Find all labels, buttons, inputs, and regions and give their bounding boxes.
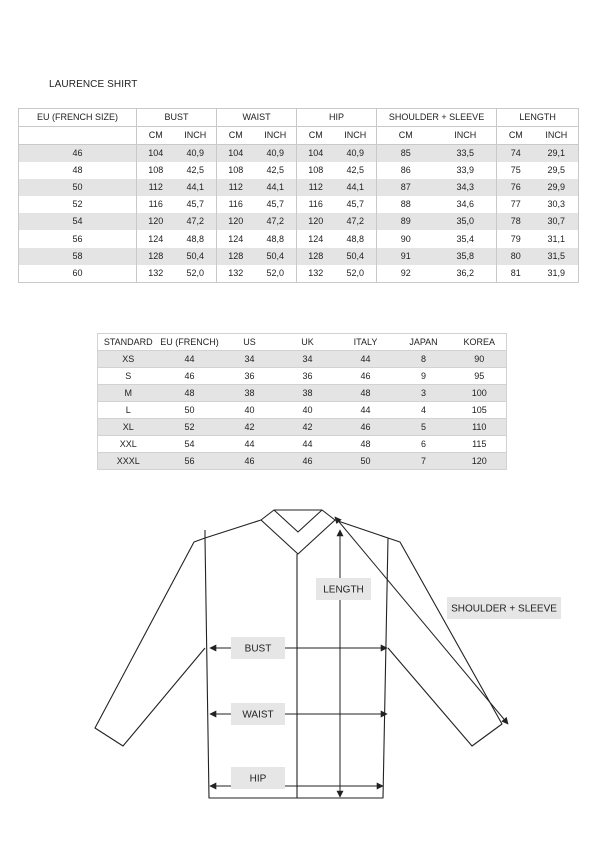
header-bust: BUST (137, 109, 217, 127)
header-hip: HIP (297, 109, 377, 127)
measurement-cell: 86 (377, 162, 435, 179)
hip-label: HIP (249, 773, 267, 785)
table-row (19, 145, 579, 163)
measurement-cell: 104 (297, 145, 335, 163)
measurement-cell: 85 (377, 145, 435, 163)
conversion-cell: 52 (159, 419, 221, 436)
conversion-cell: 5 (395, 419, 453, 436)
measurement-cell: 91 (377, 248, 435, 265)
conversion-cell: 46 (221, 453, 279, 470)
conversion-cell: 36 (279, 368, 337, 385)
measurement-cell: 120 (297, 213, 335, 230)
shirt-measurement-diagram (0, 490, 595, 842)
measurement-cell: 116 (297, 196, 335, 213)
measurement-cell: 104 (137, 145, 175, 163)
conversion-cell: 48 (337, 436, 395, 453)
measurement-cell: 90 (377, 230, 435, 247)
conversion-header-cell: JAPAN (395, 334, 453, 351)
measurement-cell: 29,5 (535, 162, 579, 179)
measurement-cell: 34,3 (435, 179, 497, 196)
waist-label: WAIST (242, 709, 274, 721)
measurement-cell: 79 (497, 230, 535, 247)
conversion-cell: 115 (453, 436, 507, 453)
measurement-cell: 48,8 (346, 233, 365, 244)
measurement-cell: 42,5 (266, 165, 285, 176)
size-cell: 46 (19, 145, 137, 163)
size-cell: 60 (19, 265, 137, 283)
measurement-cell: 31,1 (535, 230, 579, 247)
conversion-cell: 34 (279, 351, 337, 368)
table-row (98, 453, 507, 470)
conversion-header-cell: STANDARD (98, 334, 159, 351)
size-chart-table (18, 108, 579, 283)
unit-cm: CM (217, 127, 255, 145)
measurement-cell: 40,9 (255, 145, 297, 163)
measurement-cell: 33,5 (435, 145, 497, 163)
measurement-cell: 124 (297, 230, 335, 247)
measurement-cell: 87 (377, 179, 435, 196)
conversion-cell: 42 (279, 419, 337, 436)
standard-size-cell: S (98, 368, 159, 385)
conversion-cell: 40 (221, 402, 279, 419)
conversion-cell: 40 (279, 402, 337, 419)
table-row (19, 265, 579, 283)
unit-inch: INCH (255, 127, 297, 145)
conversion-header-cell: ITALY (337, 334, 395, 351)
table-row (98, 436, 507, 453)
measurement-cell: 30,7 (535, 213, 579, 230)
conversion-cell: 50 (159, 402, 221, 419)
conversion-cell: 46 (337, 419, 395, 436)
conversion-cell: 8 (395, 351, 453, 368)
unit-empty (19, 127, 137, 145)
measurement-cell: 44,1 (255, 179, 297, 196)
unit-inch: INCH (535, 127, 579, 145)
measurement-cell: 31,9 (535, 265, 579, 283)
conversion-header-cell: UK (279, 334, 337, 351)
conversion-cell: 46 (279, 453, 337, 470)
size-cell: 50 (19, 179, 137, 196)
unit-cm: CM (377, 127, 435, 145)
standard-size-cell: XL (98, 419, 159, 436)
table-row (98, 419, 507, 436)
measurement-cell: 80 (497, 248, 535, 265)
size-cell: 58 (19, 248, 137, 265)
conversion-header-cell: EU (FRENCH) (159, 334, 221, 351)
conversion-cell: 36 (221, 368, 279, 385)
measurement-cell: 108 (137, 162, 175, 179)
measurement-cell: 104 (217, 145, 255, 163)
measurement-cell: 112 (297, 179, 335, 196)
conversion-cell: 7 (395, 453, 453, 470)
conversion-cell: 105 (453, 402, 507, 419)
size-cell: 48 (19, 162, 137, 179)
size-cell: 54 (19, 213, 137, 230)
table-row (19, 196, 579, 213)
table-row (19, 162, 579, 179)
measurement-cell: 30,3 (535, 196, 579, 213)
unit-inch: INCH (335, 127, 377, 145)
measurement-cell: 116 (217, 196, 255, 213)
unit-inch: INCH (435, 127, 497, 145)
measurement-cell: 132 (137, 265, 175, 283)
measurement-cell: 33,9 (456, 165, 475, 176)
measurement-cell: 40,9 (335, 145, 377, 163)
standard-size-cell: XXXL (98, 453, 159, 470)
measurement-cell: 50,4 (175, 248, 217, 265)
measurement-cell: 76 (497, 179, 535, 196)
measurement-cell: 31,5 (535, 248, 579, 265)
conversion-cell: 44 (337, 351, 395, 368)
conversion-header-cell: KOREA (453, 334, 507, 351)
measurement-cell: 120 (137, 213, 175, 230)
shoulder-sleeve-arrow (335, 517, 508, 724)
conversion-cell: 3 (395, 385, 453, 402)
table-row (19, 230, 579, 247)
conversion-cell: 4 (395, 402, 453, 419)
measurement-cell: 89 (377, 213, 435, 230)
measurement-cell: 124 (217, 230, 255, 247)
measurement-cell: 29,1 (535, 145, 579, 163)
measurement-cell: 78 (497, 213, 535, 230)
measurement-cell: 45,7 (346, 199, 365, 210)
measurement-cell: 42,5 (346, 165, 365, 176)
measurement-cell: 112 (137, 179, 175, 196)
conversion-cell: 6 (395, 436, 453, 453)
measurement-cell: 120 (217, 213, 255, 230)
header-eu-size: EU (FRENCH SIZE) (19, 109, 137, 127)
measurement-cell: 47,2 (255, 213, 297, 230)
conversion-cell: 48 (159, 385, 221, 402)
measurement-cell: 48,8 (186, 233, 205, 244)
measurement-cell: 35,8 (435, 248, 497, 265)
measurement-cell: 116 (137, 196, 175, 213)
measurement-cell: 29,9 (535, 179, 579, 196)
measurement-cell: 47,2 (335, 213, 377, 230)
size-table-unit-row (19, 127, 579, 145)
conversion-cell: 100 (453, 385, 507, 402)
measurement-cell: 50,4 (335, 248, 377, 265)
measurement-cell: 88 (377, 196, 435, 213)
measurement-cell: 108 (297, 162, 335, 179)
conversion-cell: 46 (159, 368, 221, 385)
shirt-outline (95, 510, 502, 798)
measurement-cell: 42,5 (186, 165, 205, 176)
measurement-cell: 44,1 (175, 179, 217, 196)
measurement-cell: 52,0 (175, 265, 217, 283)
table-row (98, 385, 507, 402)
length-label: LENGTH (323, 584, 364, 596)
measurement-cell: 48,8 (266, 233, 285, 244)
bust-label: BUST (244, 643, 272, 655)
conversion-cell: 42 (221, 419, 279, 436)
unit-cm: CM (137, 127, 175, 145)
measurement-cell: 40,9 (175, 145, 217, 163)
unit-cm: CM (297, 127, 335, 145)
measurement-cell: 52,0 (335, 265, 377, 283)
measurement-cell: 132 (297, 265, 335, 283)
measurement-cell: 77 (497, 196, 535, 213)
measurement-cell: 128 (217, 248, 255, 265)
conversion-cell: 44 (279, 436, 337, 453)
header-waist: WAIST (217, 109, 297, 127)
conversion-cell: 34 (221, 351, 279, 368)
size-conversion-table (97, 333, 507, 470)
measurement-cell: 128 (137, 248, 175, 265)
measurement-cell: 74 (497, 145, 535, 163)
conversion-cell: 44 (159, 351, 221, 368)
table-row (19, 179, 579, 196)
measurement-cell: 124 (137, 230, 175, 247)
conversion-cell: 9 (395, 368, 453, 385)
measurement-cell: 75 (497, 162, 535, 179)
header-shoulder-sleeve: SHOULDER + SLEEVE (377, 109, 497, 127)
conversion-header-row (98, 334, 507, 351)
measurement-cell: 50,4 (255, 248, 297, 265)
measurement-cell: 45,7 (266, 199, 285, 210)
measurement-cell: 34,6 (456, 199, 475, 210)
conversion-cell: 48 (337, 385, 395, 402)
conversion-header-cell: US (221, 334, 279, 351)
standard-size-cell: XS (98, 351, 159, 368)
measurement-cell: 44,1 (335, 179, 377, 196)
unit-inch: INCH (175, 127, 217, 145)
page-title: LAURENCE SHIRT (49, 79, 138, 90)
measurement-cell: 128 (297, 248, 335, 265)
conversion-cell: 38 (279, 385, 337, 402)
table-row (98, 368, 507, 385)
standard-size-cell: L (98, 402, 159, 419)
measurement-cell: 112 (217, 179, 255, 196)
conversion-cell: 95 (453, 368, 507, 385)
measurement-cell: 47,2 (175, 213, 217, 230)
shoulder-sleeve-label: SHOULDER + SLEEVE (451, 603, 557, 615)
conversion-cell: 50 (337, 453, 395, 470)
table-row (19, 248, 579, 265)
standard-size-cell: XXL (98, 436, 159, 453)
conversion-cell: 54 (159, 436, 221, 453)
table-row (98, 351, 507, 368)
table-row (19, 213, 579, 230)
conversion-cell: 38 (221, 385, 279, 402)
measurement-cell: 132 (217, 265, 255, 283)
conversion-cell: 90 (453, 351, 507, 368)
header-length: LENGTH (497, 109, 579, 127)
standard-size-cell: M (98, 385, 159, 402)
measurement-cell: 36,2 (435, 265, 497, 283)
conversion-cell: 110 (453, 419, 507, 436)
conversion-cell: 44 (221, 436, 279, 453)
table-row (98, 402, 507, 419)
size-cell: 56 (19, 230, 137, 247)
measurement-cell: 35,4 (456, 233, 475, 244)
conversion-cell: 46 (337, 368, 395, 385)
conversion-cell: 120 (453, 453, 507, 470)
measurement-cell: 45,7 (186, 199, 205, 210)
measurement-cell: 35,0 (435, 213, 497, 230)
size-cell: 52 (19, 196, 137, 213)
conversion-cell: 44 (337, 402, 395, 419)
measurement-cell: 108 (217, 162, 255, 179)
measurement-cell: 81 (497, 265, 535, 283)
unit-cm: CM (497, 127, 535, 145)
measurement-cell: 92 (377, 265, 435, 283)
size-table-header-row (19, 109, 579, 127)
measurement-cell: 52,0 (255, 265, 297, 283)
conversion-cell: 56 (159, 453, 221, 470)
